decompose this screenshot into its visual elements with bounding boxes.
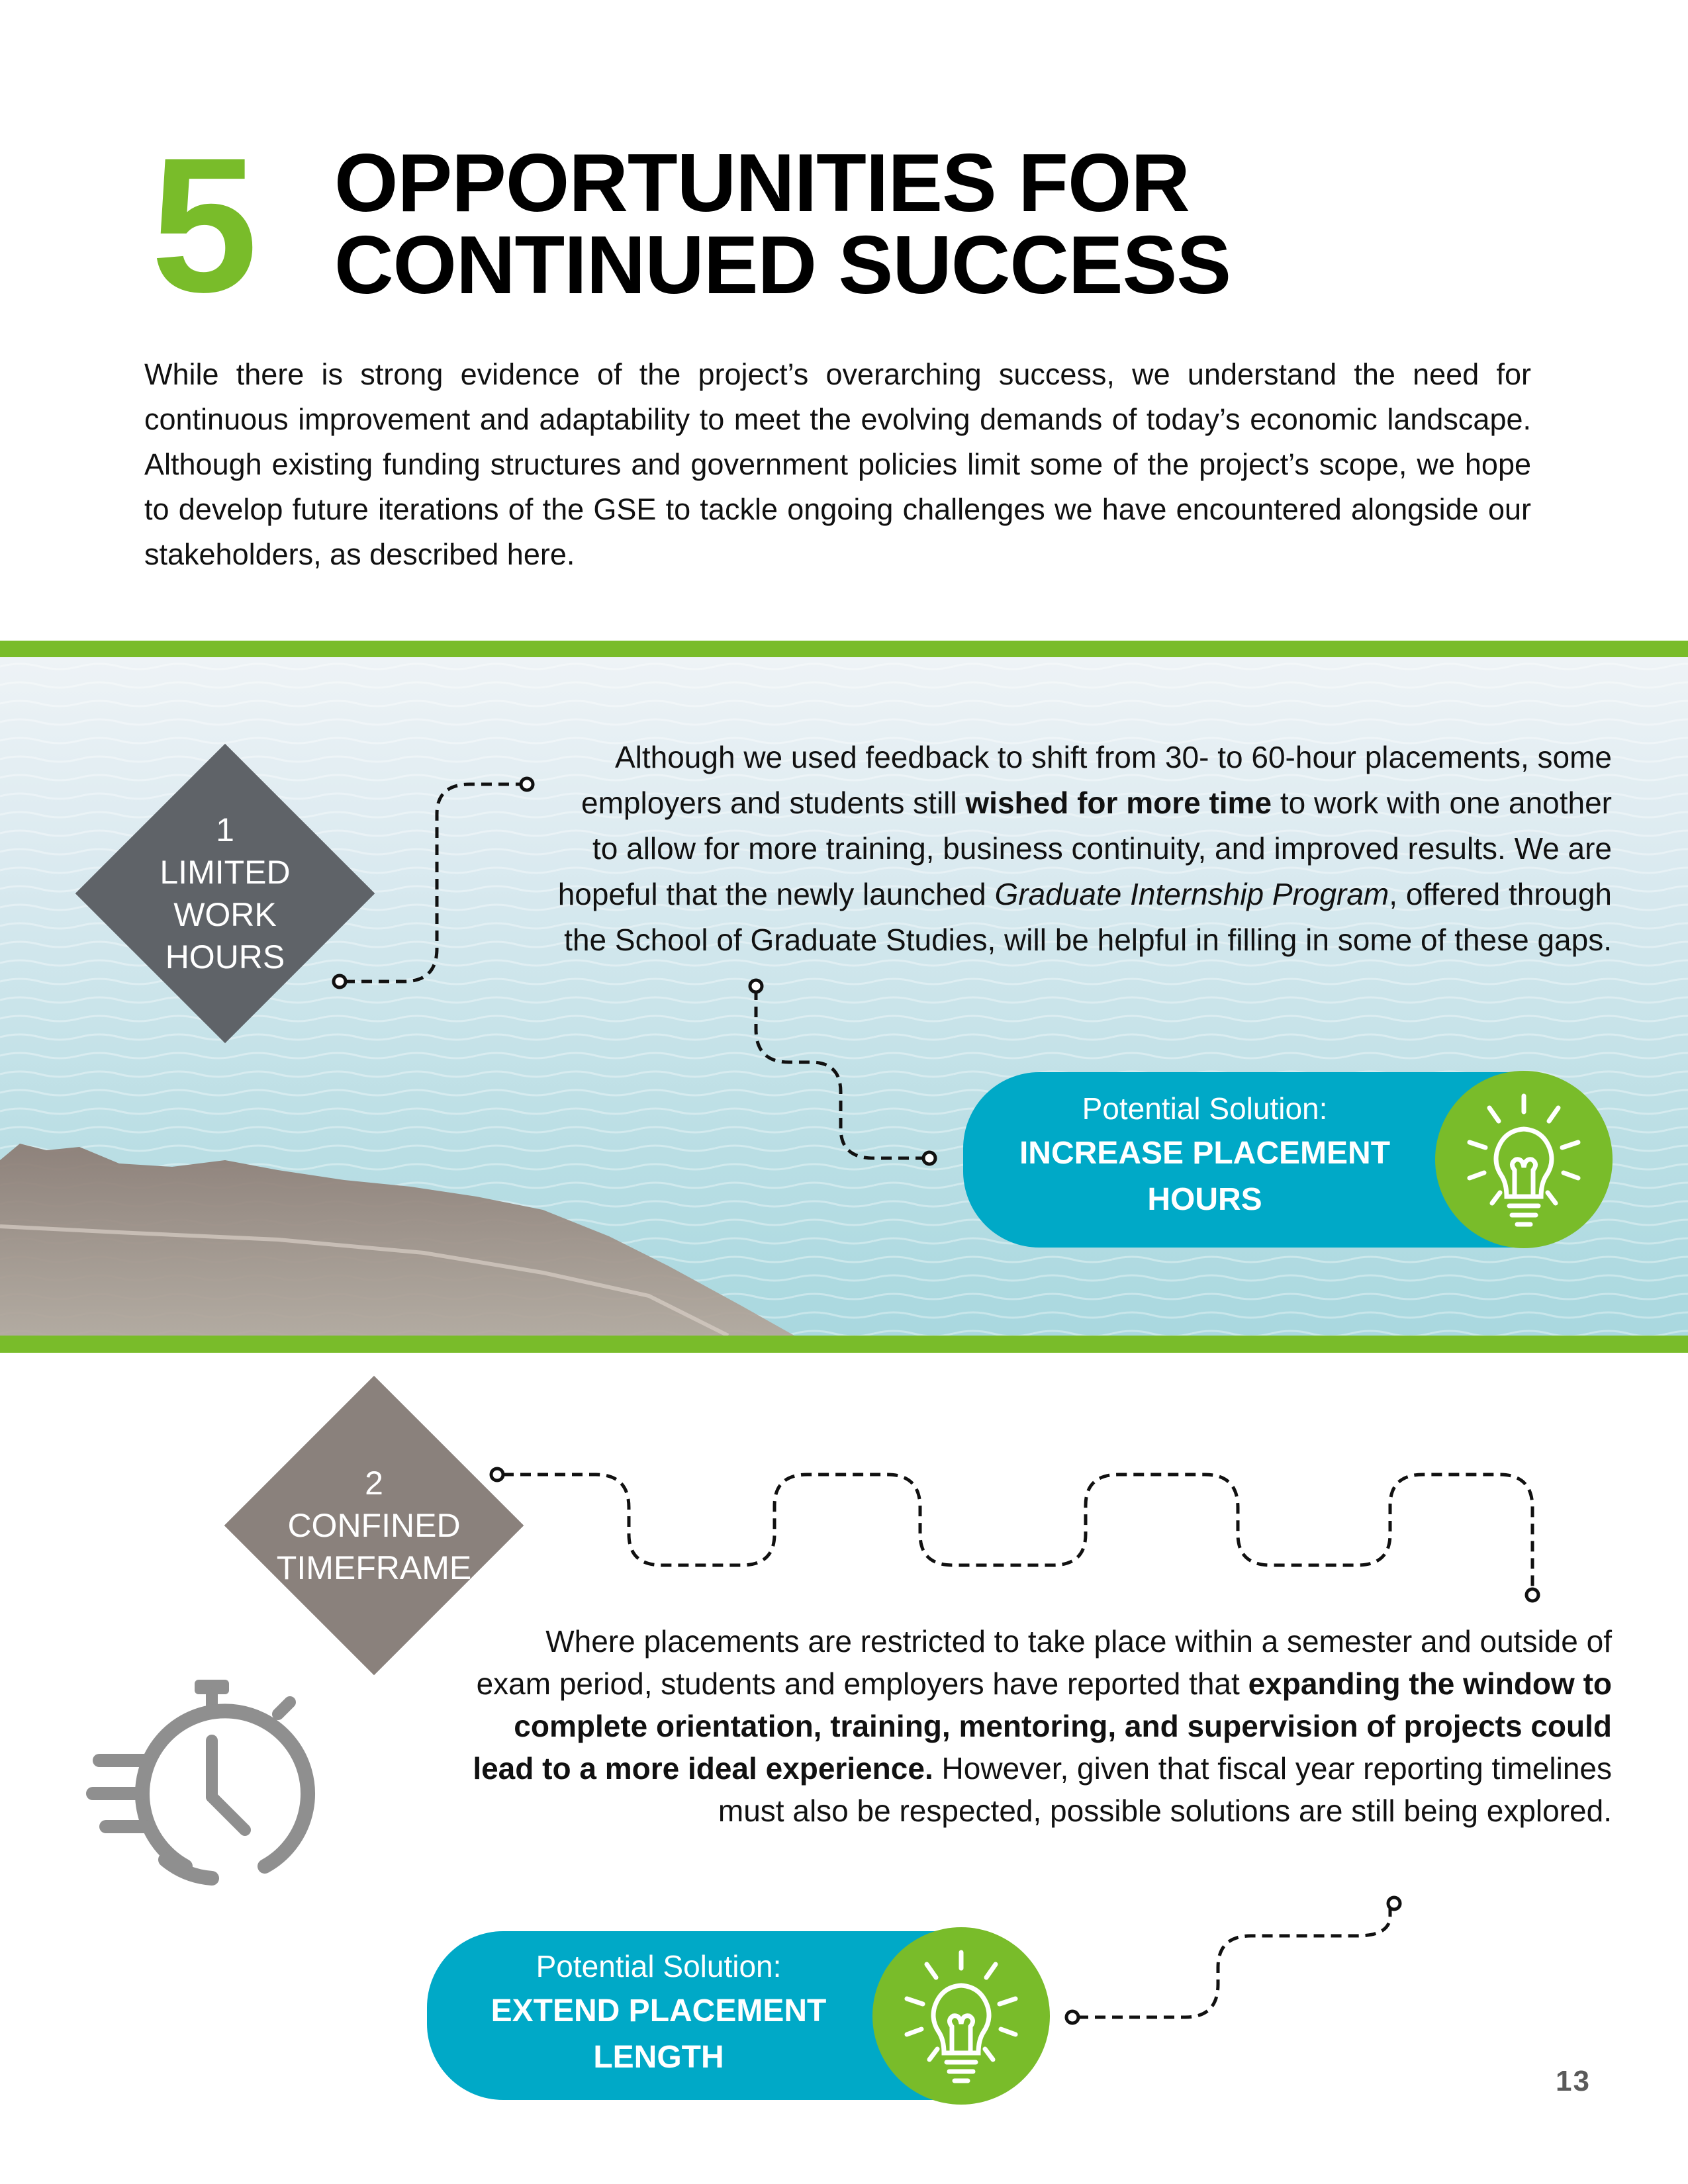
item-1-solution-line-2: HOURS (1147, 1182, 1262, 1217)
item-2-label-line-2: TIMEFRAME (276, 1549, 472, 1586)
lightbulb-icon (872, 1927, 1050, 2105)
item-1-body-part-1: Although we used feedback to shift from 30- to 60-hour placements, some employers and students still (581, 740, 1612, 820)
item-1-body-italic: Graduate Internship Program (994, 877, 1389, 911)
item-1-number: 1 (216, 811, 234, 848)
item-1-label-line-1: LIMITED (160, 854, 291, 891)
item-2-solution-line-1: EXTEND PLACEMENT (491, 1993, 827, 2028)
section-number: 5 (151, 118, 258, 332)
item-2-body-part-1: Where placements are restricted to take place within a semester and outside of exam period, students and employers have reported that (476, 1624, 1612, 1701)
item-1-body-part-3: , offered through the School of Graduate Studies, will be helpful in filling in some of these gaps. (564, 877, 1612, 957)
item-2-number: 2 (365, 1465, 383, 1502)
item-2-solution-label: Potential Solution: (536, 1949, 782, 1983)
item-1-body (556, 735, 1612, 963)
section-title-line-2: CONTINUED SUCCESS (334, 220, 1231, 311)
item-1-label-line-3: HOURS (165, 938, 285, 976)
item-1-label-line-2: WORK (173, 896, 277, 933)
lightbulb-icon (1435, 1071, 1613, 1248)
item-1-solution-label: Potential Solution: (1082, 1091, 1328, 1126)
stopwatch-icon (86, 1668, 324, 1906)
item-1-bulb-badge (1435, 1071, 1613, 1248)
item-2-body (463, 1620, 1612, 1832)
section-title-line-1: OPPORTUNITIES FOR (334, 138, 1190, 229)
item-2-body-bold: expanding the window to complete orientation, training, mentoring, and supervision of projects could lead to a more ideal experience. (473, 1666, 1612, 1786)
page-number: 13 (1556, 2065, 1591, 2097)
item-2-body-part-2: However, given that fiscal year reporting timelines must also be respected, possible solutions are still being explored. (718, 1751, 1612, 1828)
item-1-body-bold: wished for more time (965, 786, 1272, 820)
item-1-solution-line-1: INCREASE PLACEMENT (1019, 1136, 1391, 1171)
item-1-body-part-2: to work with one another to allow for more training, business continuity, and improved results. We are hopeful that the newly launched (557, 786, 1612, 911)
item-2-solution-line-2: LENGTH (593, 2040, 724, 2075)
item-2-label-line-1: CONFINED (287, 1507, 461, 1544)
intro-paragraph: While there is strong evidence of the project’s overarching success, we understand the need for continuous improvement and adaptability to meet the evolving demands of today’s economic landscape. Although existing funding structures and government policies limit some of the project’s scope, we hope to develop future iterations of the GSE to tackle ongoing challenges we have encountered alongside our stakeholders, as described here. (144, 357, 1531, 571)
item-2-bulb-badge (872, 1927, 1050, 2105)
